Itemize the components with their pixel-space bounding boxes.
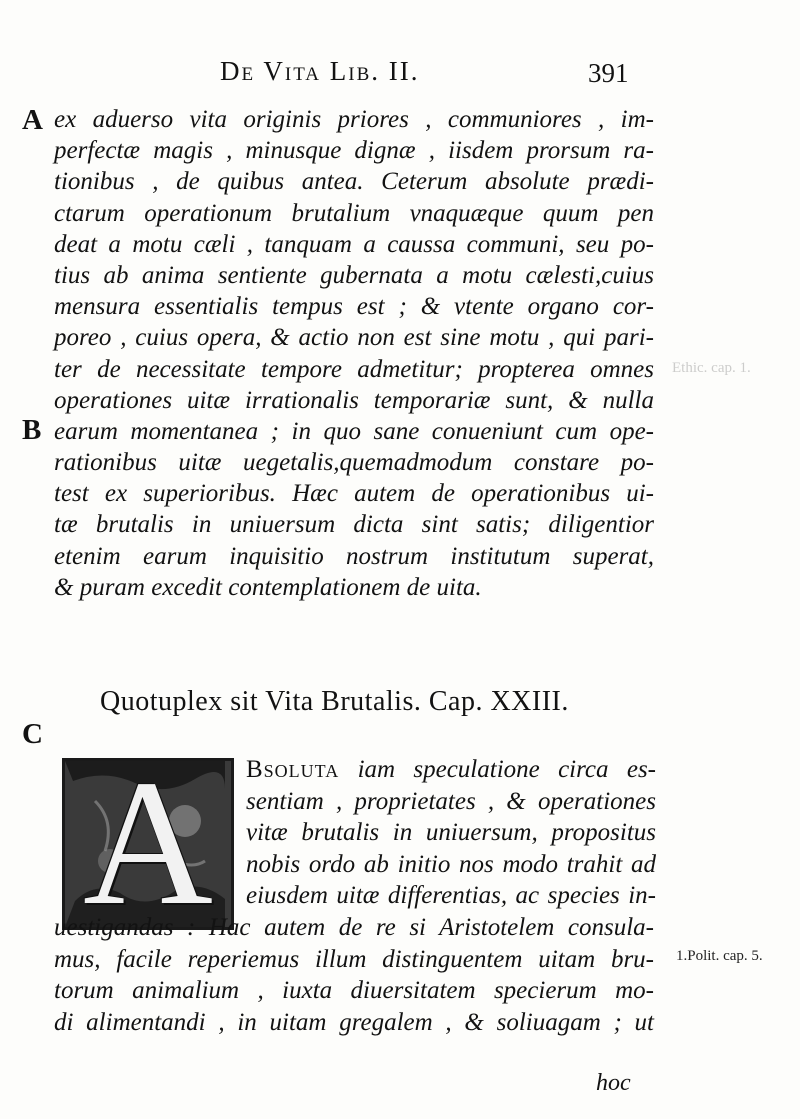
text-line: di alimentandi , in uitam gregalem , & soliuagam ; ut	[54, 1008, 654, 1036]
text-fragment: iam speculatione circa es-	[357, 756, 656, 783]
text-line: test ex superioribus. Hæc autem de operationibus ui-	[54, 480, 654, 508]
text-line: ctarum operationum brutalium vnaquæque quum pen	[54, 199, 654, 227]
first-word: Bsoluta	[246, 756, 340, 783]
catchword: hoc	[596, 1070, 631, 1096]
initial-letter: A	[83, 758, 213, 930]
text-line: mensura essentialis tempus est ; & vtente organo cor-	[54, 293, 654, 321]
text-line: earum momentanea ; in quo sane conueniunt cum ope-	[54, 417, 654, 445]
text-line: uestigandas : Hac autem de re si Aristotelem consula-	[54, 914, 654, 941]
text-line: operationes uitæ irrationalis temporariæ sunt, & nulla	[54, 386, 654, 414]
paragraph-2-full-width	[54, 912, 654, 1038]
decorated-initial	[62, 758, 234, 930]
text-line: eiusdem uitæ differentias, ac species in-	[246, 882, 656, 910]
section-marker-b: B	[22, 414, 42, 446]
text-line: tæ brutalis in uniuersum dicta sint satis; diligentior	[54, 511, 654, 539]
section-marker-a: A	[22, 104, 43, 136]
text-line: deat a motu cæli , tanquam a caussa communi, seu po-	[54, 230, 654, 258]
running-title: De Vita Lib. II.	[220, 56, 420, 86]
text-line: poreo , cuius opera, & actio non est sine motu , qui pari-	[54, 324, 654, 352]
section-marker-c: C	[22, 718, 43, 750]
text-line: tionibus , de quibus antea. Ceterum absolute prædi-	[54, 168, 654, 196]
paragraph-2-beside-initial	[246, 754, 656, 912]
text-line: sentiam , proprietates , & operationes	[246, 787, 656, 815]
margin-note-polit: 1.Polit. cap. 5.	[676, 948, 763, 964]
text-line: vitæ brutalis in uniuersum, propositus	[246, 819, 656, 847]
text-line	[246, 754, 656, 786]
chapter-heading: Quotuplex sit Vita Brutalis. Cap. XXIII.	[100, 686, 569, 717]
text-line: rationibus uitæ uegetalis,quemadmodum constare po-	[54, 449, 654, 477]
text-line: nobis ordo ab initio nos modo trahit ad	[246, 850, 656, 878]
text-line: mus, facile reperiemus illum distinguentem uitam bru-	[54, 945, 654, 973]
text-line: torum animalium , iuxta diuersitatem specierum mo-	[54, 977, 654, 1005]
margin-note-ethic: Ethic. cap. 1.	[672, 360, 751, 376]
text-line: tius ab anima sentiente gubernata a motu cælesti,cuius	[54, 261, 654, 289]
text-line: perfectæ magis , minusque dignæ , iisdem prorsum ra-	[54, 137, 654, 165]
text-line: ex aduerso vita originis priores , communiores , im-	[54, 106, 654, 133]
text-line: etenim earum inquisitio nostrum institutum superat,	[54, 542, 654, 570]
paragraph-1	[54, 104, 654, 603]
text-line: & puram excedit contemplationem de uita.	[54, 573, 482, 601]
page-number: 391	[588, 58, 629, 88]
text-line: ter de necessitate tempore admetitur; propterea omnes	[54, 355, 654, 383]
